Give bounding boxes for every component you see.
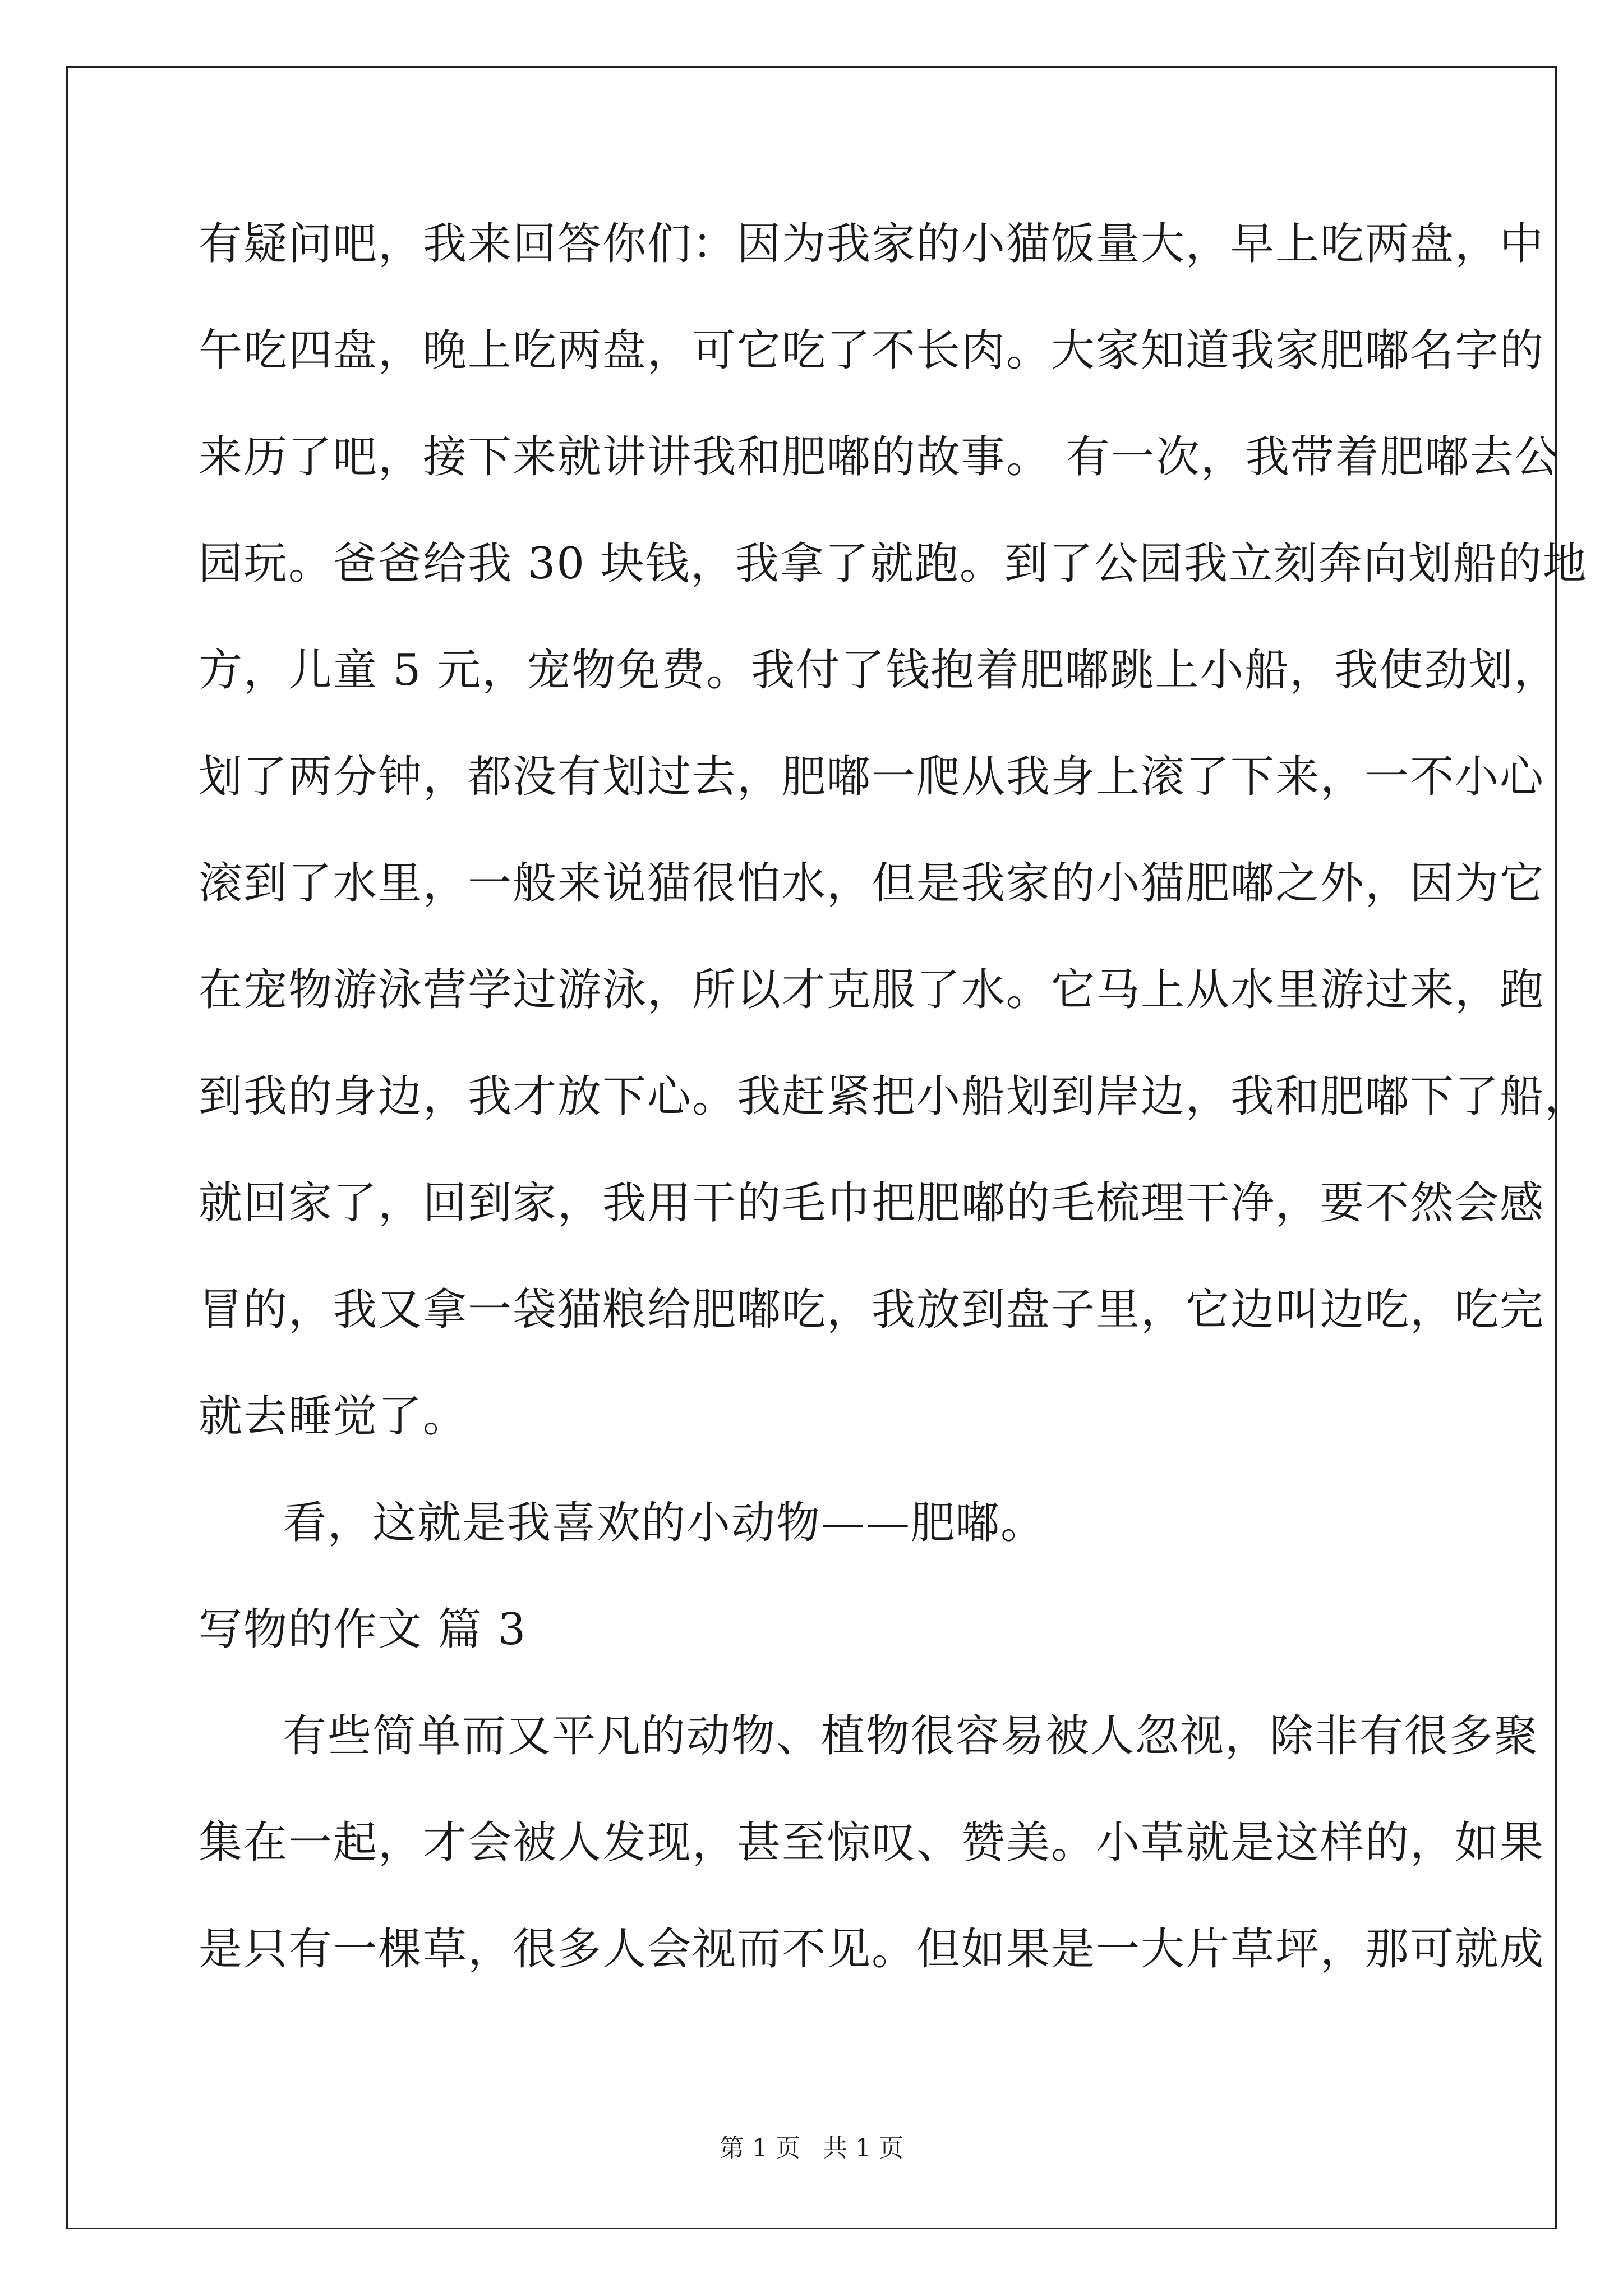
section-heading: 写物的作文 篇 3	[199, 1604, 527, 1655]
body-line: 集在一起，才会被人发现，甚至惊叹、赞美。小草就是这样的，如果	[199, 1818, 1545, 1868]
body-line: 划了两分钟，都没有划过去，肥嘟一爬从我身上滚了下来，一不小心	[199, 752, 1545, 802]
body-line: 来历了吧，接下来就讲讲我和肥嘟的故事。 有一次，我带着肥嘟去公	[199, 432, 1560, 482]
page-number-current: 第 1 页	[720, 2134, 800, 2162]
document-body	[199, 213, 1590, 2025]
body-line: 在宠物游泳营学过游泳，所以才克服了水。它马上从水里游过来，跑	[199, 965, 1545, 1015]
body-line: 午吃四盘，晚上吃两盘，可它吃了不长肉。大家知道我家肥嘟名字的	[199, 325, 1545, 376]
body-line: 滚到了水里，一般来说猫很怕水，但是我家的小猫肥嘟之外，因为它	[199, 858, 1545, 909]
body-line: 方，儿童 5 元，宠物免费。我付了钱抱着肥嘟跳上小船，我使劲划，	[199, 645, 1559, 696]
paragraph-first-line: 有些简单而又平凡的动物、植物很容易被人忽视，除非有很多聚	[283, 1711, 1539, 1761]
page-footer	[0, 2132, 1623, 2165]
body-line: 园玩。爸爸给我 30 块钱，我拿了就跑。到了公园我立刻奔向划船的地	[199, 539, 1588, 589]
body-line: 有疑问吧，我来回答你们：因为我家的小猫饭量大，早上吃两盘，中	[199, 219, 1545, 269]
body-line: 是只有一棵草，很多人会视而不见。但如果是一大片草坪，那可就成	[199, 1924, 1545, 1975]
body-line: 到我的身边，我才放下心。我赶紧把小船划到岸边，我和肥嘟下了船，	[199, 1071, 1590, 1122]
page-number-total: 共 1 页	[823, 2134, 903, 2162]
paragraph-first-line: 看，这就是我喜欢的小动物——肥嘟。	[283, 1498, 1046, 1548]
body-line: 就去睡觉了。	[199, 1391, 468, 1442]
body-line: 就回家了，回到家，我用干的毛巾把肥嘟的毛梳理干净，要不然会感	[199, 1178, 1545, 1228]
body-line: 冒的，我又拿一袋猫粮给肥嘟吃，我放到盘子里，它边叫边吃，吃完	[199, 1285, 1545, 1335]
